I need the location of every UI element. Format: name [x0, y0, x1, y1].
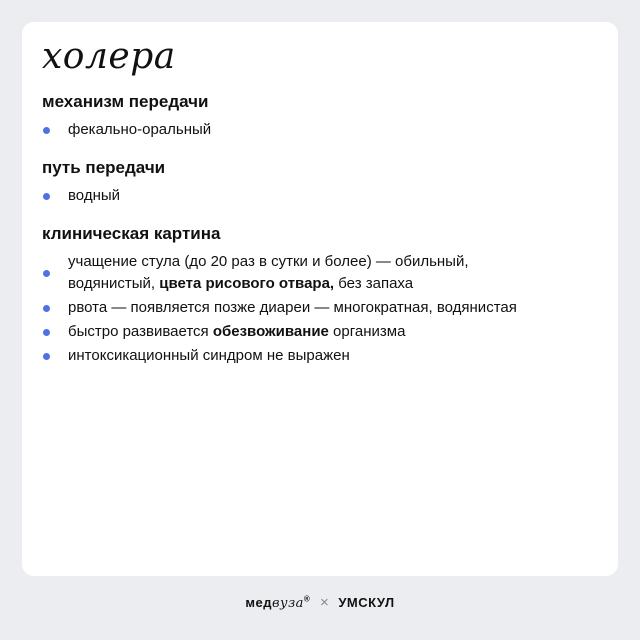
bullet-icon: [43, 193, 50, 200]
list-item-text: водянистый,: [68, 275, 160, 292]
list-item: [42, 251, 598, 295]
list-item-text: рвота — появляется позже диареи — многократная, водянистая: [68, 299, 517, 316]
list-item: [42, 185, 598, 207]
cross-icon: ×: [319, 594, 329, 611]
list-item: [42, 119, 598, 141]
bullet-icon: [43, 329, 50, 336]
umskul-logo: УМСКУЛ: [338, 595, 395, 610]
bullet-icon: [43, 353, 50, 360]
section-transmission-mechanism: [42, 92, 598, 143]
list-item: [42, 297, 598, 319]
list-item-emphasis: обезвоживание: [212, 323, 329, 340]
page-title: холера: [42, 36, 176, 77]
list-item-text: интоксикационный синдром не выражен: [68, 347, 350, 364]
section-heading: клиническая картина: [42, 224, 221, 243]
list-item-text: быстро развивается: [68, 323, 213, 340]
section-clinical-picture: [42, 224, 598, 369]
content-card: [22, 22, 618, 576]
list-item-text: организма: [328, 323, 406, 340]
list-item-text: фекально-оральный: [68, 121, 212, 138]
section-heading: путь передачи: [42, 158, 166, 177]
bullet-icon: [43, 127, 50, 134]
list-item-text: учащение стула (до 20 раз в сутки и более) — обильный,: [68, 253, 469, 270]
list-item-emphasis: цвета рисового отвара,: [159, 275, 335, 292]
list-item-text: без запаха: [334, 275, 414, 292]
meduza-logo: медвуза®: [245, 594, 311, 611]
list-item: [42, 345, 598, 367]
section-transmission-route: [42, 158, 598, 209]
bullet-icon: [43, 305, 50, 312]
list-item-text: водный: [68, 187, 121, 204]
bullet-icon: [43, 270, 50, 277]
section-heading: механизм передачи: [42, 92, 209, 111]
list-item: [42, 321, 598, 343]
footer-logos: [0, 594, 640, 611]
